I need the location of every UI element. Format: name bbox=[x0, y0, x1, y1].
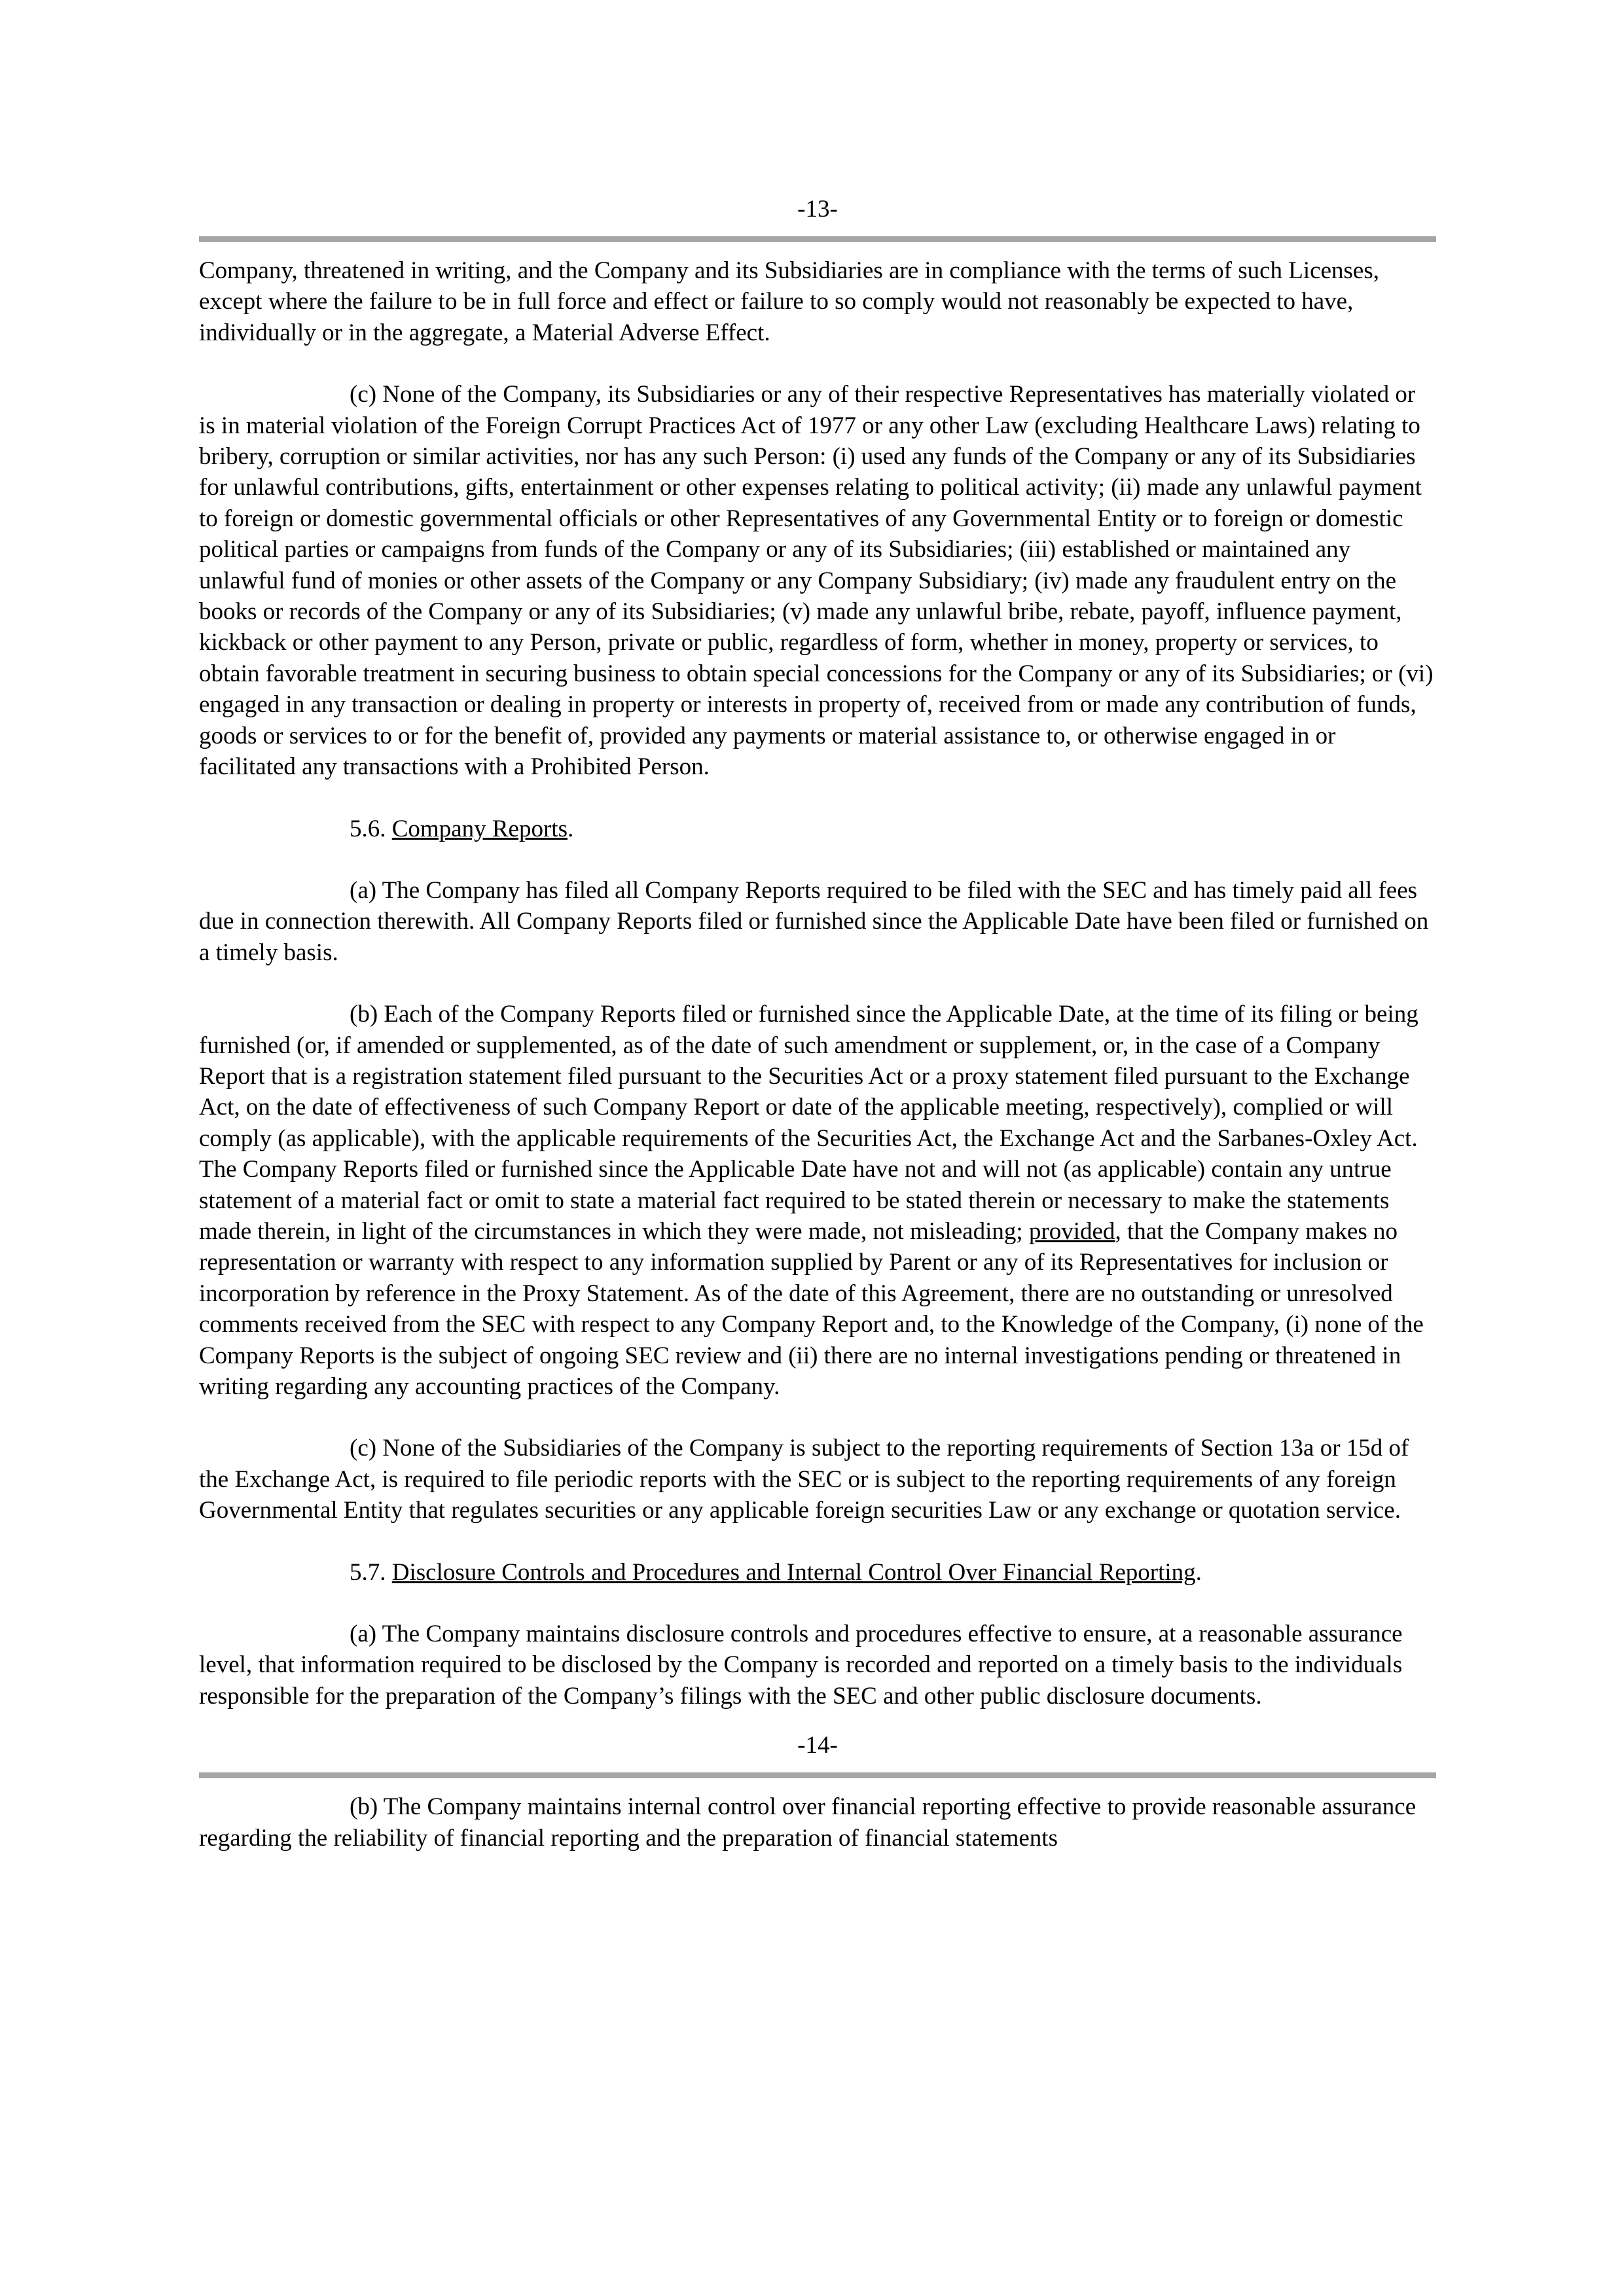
document-page bbox=[199, 194, 1436, 1854]
paragraph-5-6-a: (a) The Company has filed all Company Reports required to be filed with the SEC and has timely paid all fees due in connection therewith. All Company Reports filed or furnished since the Applicable Date have been filed or furnished on a timely basis. bbox=[199, 876, 1429, 966]
paragraph-5-5-c-anticorruption: (c) None of the Company, its Subsidiaries or any of their respective Representatives has materially violated or is in material violation of the Foreign Corrupt Practices Act of 1977 or any other Law (excluding Healthcare Laws) relating to bribery, corruption or similar activities, nor has any such Person: (i) used any funds of the Company or any of its Subsidiaries for unlawful contributions, gifts, entertainment or other expenses relating to political activity; (ii) made any unlawful payment to foreign or domestic governmental officials or other Representatives of any Governmental Entity or to foreign or domestic political parties or campaigns from funds of the Company or any of its Subsidiaries; (iii) established or maintained any unlawful fund of monies or other assets of the Company or any Company Subsidiary; (iv) made any fraudulent entry on the books or records of the Company or any of its Subsidiaries; (v) made any unlawful bribe, rebate, payoff, influence payment, kickback or other payment to any Person, private or public, regardless of form, whether in money, property or services, to obtain favorable treatment in securing business to obtain special concessions for the Company or any of its Subsidiaries; or (vi) engaged in any transaction or dealing in property or interests in property of, received from or made any contribution of funds, goods or services to or for the benefit of, provided any payments or material assistance to, or otherwise engaged in or facilitated any transactions with a Prohibited Person. bbox=[199, 381, 1434, 781]
page-number-14: -14- bbox=[797, 1732, 838, 1759]
page-number-13: -13- bbox=[797, 196, 838, 223]
paragraph-5-7-b: (b) The Company maintains internal control over financial reporting effective to provide reasonable assurance regarding the reliability of financial reporting and the preparation of financial statements bbox=[199, 1793, 1416, 1852]
paragraph-licenses-continued: Company, threatened in writing, and the Company and its Subsidiaries are in compliance with the terms of such Licenses, except where the failure to be in full force and effect or failure to so comply would not reasonably be expected to have, individually or in the aggregate, a Material Adverse Effect. bbox=[199, 257, 1379, 346]
page-separator-rule bbox=[199, 236, 1436, 242]
paragraph-5-7-a: (a) The Company maintains disclosure controls and procedures effective to ensure, at a reasonable assurance level, that information required to be disclosed by the Company is recorded and reported on a timely basis to the individuals responsible for the preparation of the Company’s filings with the SEC and other public disclosure documents. bbox=[199, 1621, 1403, 1710]
section-title-company-reports: Company Reports bbox=[391, 815, 568, 842]
paragraph-5-6-c: (c) None of the Subsidiaries of the Company is subject to the reporting requirements of Section 13a or 15d of the Exchange Act, is required to file periodic reports with the SEC or is subject to the reporting requirements of any foreign Governmental Entity that regulates securities or any applicable foreign securities Law or any exchange or quotation service. bbox=[199, 1435, 1409, 1524]
section-heading-5-6: 5.6. Company Reports. bbox=[350, 815, 574, 842]
section-number-5-6: 5.6. bbox=[350, 815, 392, 842]
provided-term: provided bbox=[1028, 1217, 1115, 1245]
section-heading-5-7: 5.7. Disclosure Controls and Procedures and Internal Control Over Financial Reporting. bbox=[350, 1558, 1202, 1586]
section-number-5-7: 5.7. bbox=[350, 1558, 392, 1586]
paragraph-5-6-b: (b) Each of the Company Reports filed or furnished since the Applicable Date, at the time of its filing or being furnished (or, if amended or supplemented, as of the date of such amendment or supplement, or, in the case of a Company Report that is a registration statement filed pursuant to the Securities Act or a proxy statement filed pursuant to the Exchange Act, on the date of effectiveness of such Company Report or date of the applicable meeting, respectively), complied or will comply (as applicable), with the applicable requirements of the Securities Act, the Exchange Act and the Sarbanes-Oxley Act. The Company Reports filed or furnished since the Applicable Date have not and will not (as applicable) contain any untrue statement of a material fact or omit to state a material fact required to be stated therein or necessary to make the statements made therein, in light of the circumstances in which they were made, not misleading; provided, that the Company makes no representation or warranty with respect to any information supplied by Parent or any of its Representatives for inclusion or incorporation by reference in the Proxy Statement. As of the date of this Agreement, there are no outstanding or unresolved comments received from the SEC with respect to any Company Report and, to the Knowledge of the Company, (i) none of the Company Reports is the subject of ongoing SEC review and (ii) there are no internal investigations pending or threatened in writing regarding any accounting practices of the Company. bbox=[199, 1001, 1424, 1400]
page-separator-rule-14 bbox=[199, 1772, 1436, 1778]
section-title-disclosure-controls: Disclosure Controls and Procedures and Internal Control Over Financial Reporting bbox=[391, 1558, 1196, 1586]
